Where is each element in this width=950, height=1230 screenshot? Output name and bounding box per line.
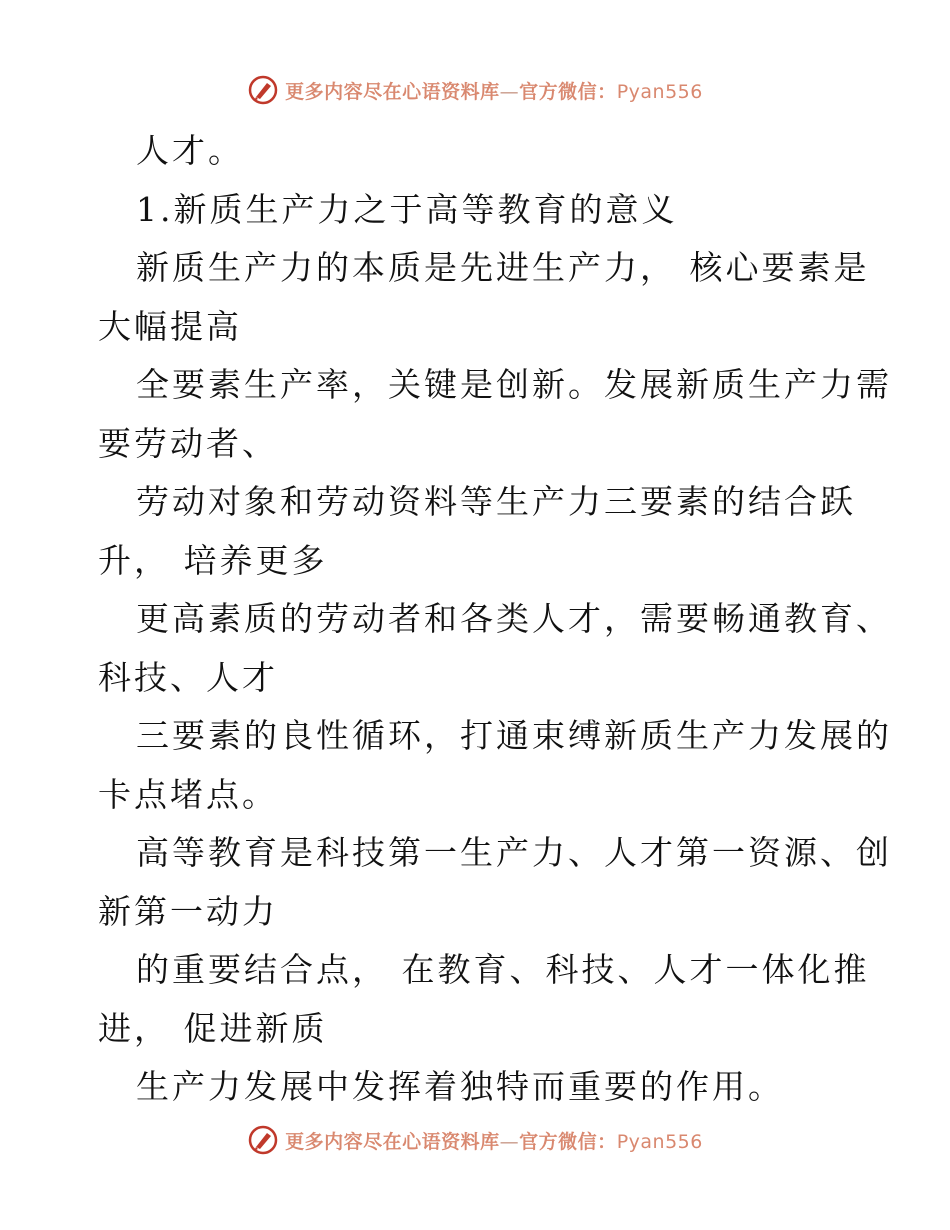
pen-nib-circle-icon [247,74,279,106]
body-line: 进， 促进新质 [98,1008,328,1048]
body-line: 科技、人才 [98,657,278,697]
header-watermark [0,70,950,110]
watermark-text: 更多内容尽在心语资料库—官方微信：Pyan556 [285,1130,703,1153]
section-heading: 1.新质生产力之于高等教育的意义 [136,189,678,229]
body-line: 要劳动者、 [98,423,278,463]
watermark-text: 更多内容尽在心语资料库—官方微信：Pyan556 [285,80,703,103]
body-line: 新质生产力的本质是先进生产力， 核心要素是 [136,248,870,287]
body-line: 全要素生产率，关键是创新。发展新质生产力需 [136,365,892,404]
pen-nib-circle-icon [247,1124,279,1156]
body-line: 更高素质的劳动者和各类人才，需要畅通教育、 [136,599,892,638]
footer-watermark [0,1120,950,1160]
body-line: 高等教育是科技第一生产力、人才第一资源、创 [136,833,892,872]
body-line: 三要素的良性循环，打通束缚新质生产力发展的 [136,716,892,755]
body-line: 的重要结合点， 在教育、科技、人才一体化推 [136,950,870,989]
body-line: 大幅提高 [98,306,242,346]
body-line: 人才。 [136,131,244,170]
body-line: 卡点堵点。 [98,774,278,814]
body-line: 生产力发展中发挥着独特而重要的作用。 [136,1067,784,1106]
body-line: 升， 培养更多 [98,540,328,580]
body-line: 劳动对象和劳动资料等生产力三要素的结合跃 [136,482,856,521]
body-line: 新第一动力 [98,891,278,931]
document-body [98,122,892,1117]
